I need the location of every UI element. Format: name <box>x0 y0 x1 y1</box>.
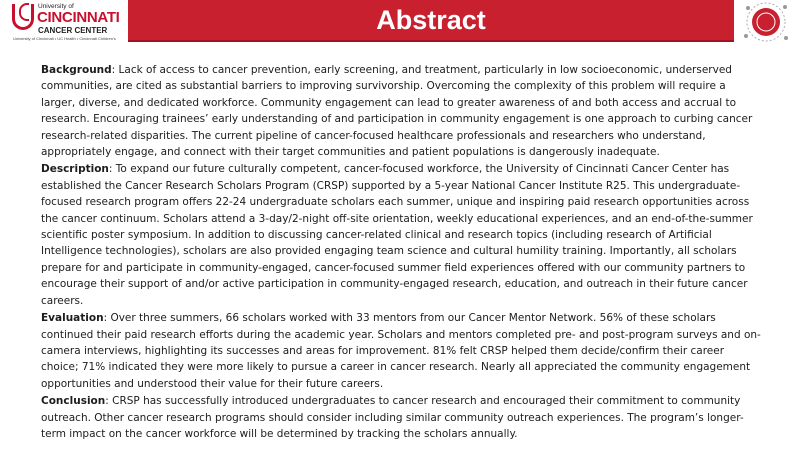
conclusion-paragraph <box>41 393 763 442</box>
title-band <box>128 0 734 42</box>
evaluation-label: Evaluation <box>41 312 104 325</box>
logo-line-1: University of <box>38 3 74 10</box>
conclusion-label: Conclusion <box>41 395 106 408</box>
university-logo[interactable] <box>12 2 124 44</box>
evaluation-paragraph <box>41 310 763 392</box>
description-text: : To expand our future culturally competent, cancer-focused workforce, the University of Cincinnati Cancer Center has established the Cancer Research Scholars Program (CRSP) supported by a 5-year National Cancer Institute R25. This undergraduate-focused research program offers 22-24 undergraduate scholars each summer, unique and inspiring paid research opportunities across the cancer continuum. Scholars attend a 3-day/2-night off-site orientation, weekly educational experiences, and an end-of-the-summer scientific poster symposium. In addition to discussing cancer-related clinical and research topics (including research of Artificial Intelligence technologies), scholars are also provided engaging team science and cultural humility training. Importantly, all scholars prepare for and participate in community-engaged, cancer-focused summer field experiences offered with our community partners to encourage their support of and/or active participation in community-engaged research, education, and outreach in their future cancer careers. <box>41 163 753 307</box>
logo-line-2: CINCINNATI <box>37 9 120 26</box>
background-text: : Lack of access to cancer prevention, early screening, and treatment, particularly in low socioeconomic, underserved communities, are cited as substantial barriers to improving survivorship. Overcoming the complexity of this problem will require a larger, diverse, and dedicated workforce. Community engagement can lead to greater awareness of and both access and accrual to research. Encouraging trainees’ early understanding of and participation in community engagement is one approach to curbing cancer research-related disparities. The current pipeline of cancer-focused healthcare professionals and researchers who understand, appropriately engage, and connect with their target communities and patient populations is dangerously inadequate. <box>41 64 753 159</box>
background-label: Background <box>41 64 112 76</box>
logo-tagline: University of Cincinnati • UC Health • Cincinnati Children's <box>13 36 116 41</box>
uc-logo-mark-icon <box>12 4 34 30</box>
page-title: Abstract <box>376 5 486 35</box>
logo-line-3: CANCER CENTER <box>38 26 108 35</box>
description-label: Description <box>41 163 109 176</box>
conclusion-text: : CRSP has successfully introduced undergraduates to cancer research and encouraged their commitment to community outreach. Other cancer research programs should consider including similar community outreach experiences. The program’s longer-term impact on the cancer workforce will be determined by tracking the scholars annually. <box>41 395 744 440</box>
background-paragraph <box>41 62 763 160</box>
description-paragraph <box>41 161 763 309</box>
abstract-body <box>41 62 763 443</box>
circular-seal-icon <box>736 0 796 46</box>
header <box>0 0 800 46</box>
evaluation-text: : Over three summers, 66 scholars worked with 33 mentors from our Cancer Mentor Network. 56% of these scholars continued their paid research efforts during the academic year. Scholars and mentors completed pre- and post-program surveys and on-camera interviews, highlighting its successes and areas for improvement. 81% felt CRSP helped them decide/confirm their career choice; 71% indicated they were more likely to pursue a career in cancer research. Nearly all appreciated the community engagement opportunities and understood their value for their future careers. <box>41 312 761 390</box>
